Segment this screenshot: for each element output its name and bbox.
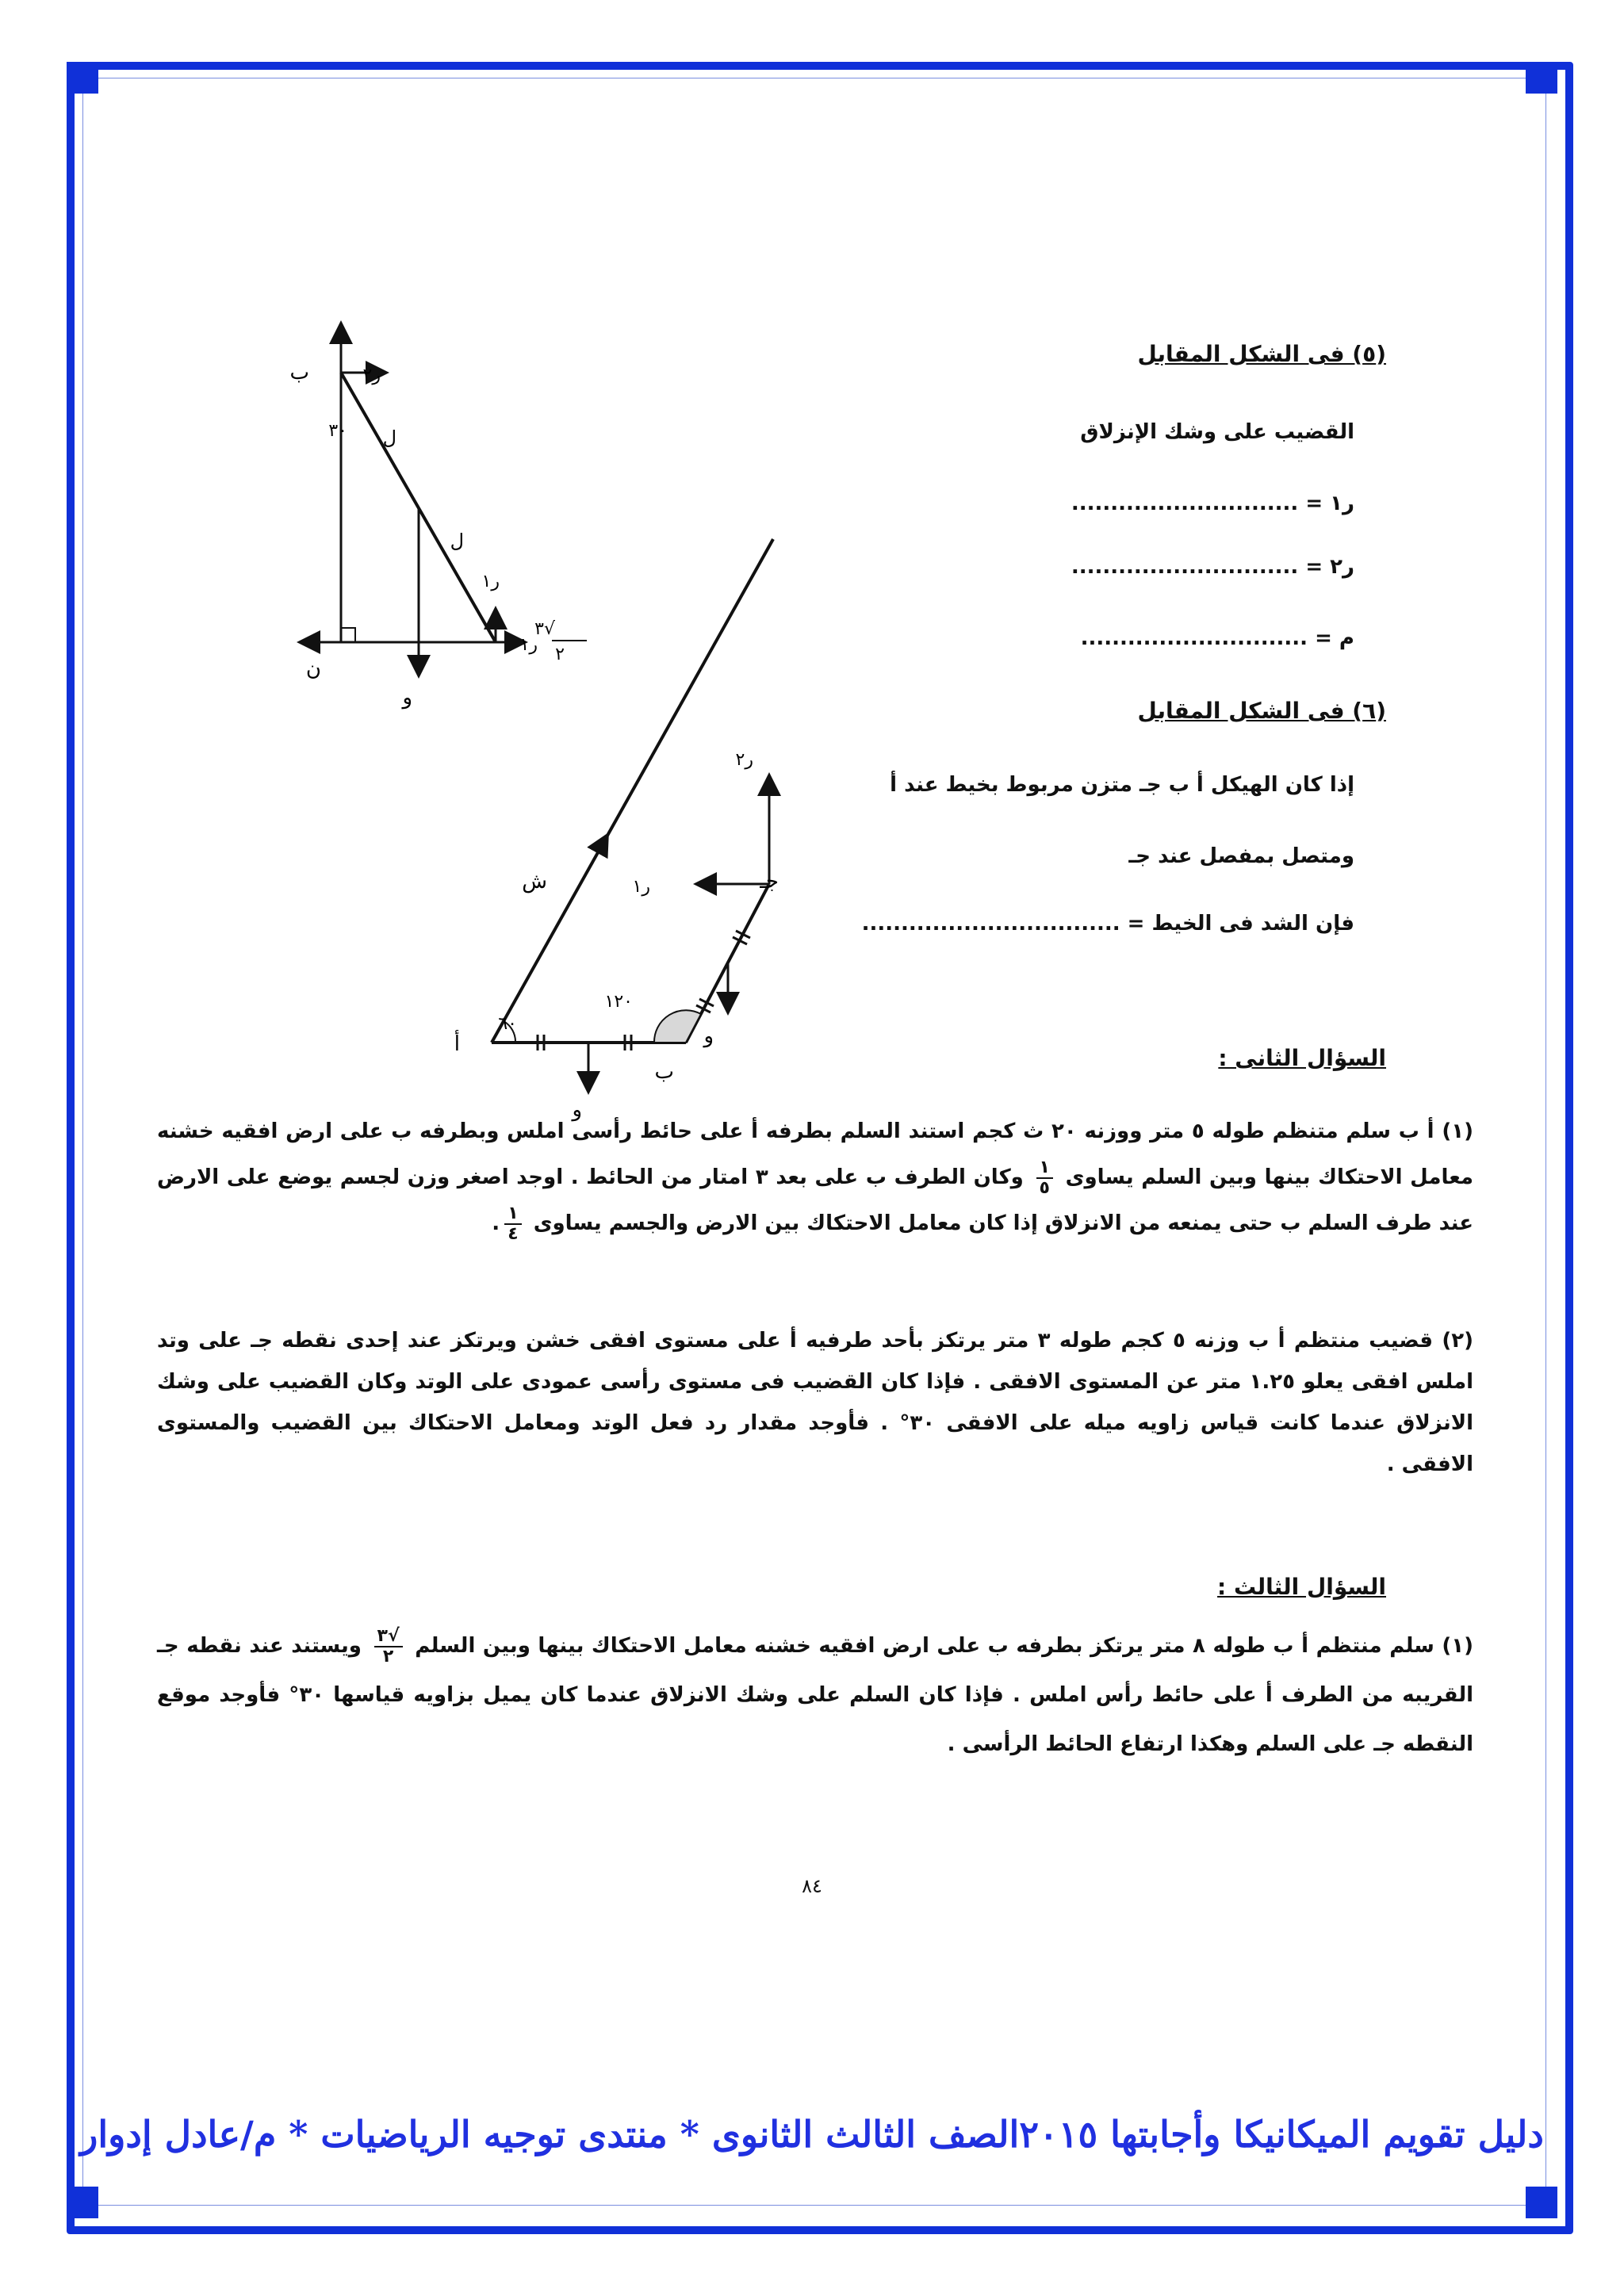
q5-heading: (٥) فى الشكل المقابل [1137,341,1386,367]
fig1-label-r2: ر٢ [362,365,381,385]
q2-problem-1 [157,1108,1473,1246]
q5-r1-dots: ............................. [1071,492,1299,515]
fig2-tension-arrow [587,836,607,872]
q2-p1-text-c: . [492,1211,500,1235]
q6-line2: ومتصل بمفصل عند جـ [1128,844,1354,868]
q2-p1-fraction [1036,1158,1053,1198]
fig1-label-n: ن [305,657,321,681]
fig2-angle-b [654,1010,701,1043]
fig1-label-angle: ٣٠ [328,421,347,441]
fig1-label-sqrt3: √٣ [534,619,555,639]
q6-heading: (٦) فى الشكل المقابل [1137,698,1386,724]
q2-p1-text-a: (١) أ ب سلم متنظم طوله ٥ متر ووزنه ٢٠ ث كجم استند السلم بطرفه أ على حائط رأسى املس وبطرفه ب على ارض افقيه خشنه معامل الاحتكاك بينها وبين السلم يساوى [157,1119,1473,1189]
fig2-label-a: أ [454,1032,460,1056]
q2-p1-frac2-num: ١ [504,1204,521,1225]
q5-mu [1081,626,1354,650]
fig2-label-w-side: و [703,1024,714,1048]
q5-line1: القضيب على وشك الإنزلاق [1080,420,1354,444]
fig2-label-r1: ر١ [632,877,650,897]
q2-p1-frac2-den: ٤ [508,1223,519,1244]
page-number: ٨٤ [802,1875,822,1897]
frame-corner-tr [1526,62,1557,94]
q5-r1-label: ر١ = [1298,492,1354,515]
q2-p1-text-b: وكان الطرف ب على بعد ٣ امتار من الحائط . اوجد اصغر وزن لجسم يوضع على الارض عند طرف السلم ب حتى يمنعه من الانزلاق إذا كان معامل الاحتكاك بين الارض والجسم يساوى [157,1165,1473,1235]
fig1-label-b: ب [289,361,309,385]
fig2-label-w-bottom: و [572,1098,582,1122]
fig2-label-angle120: ١٢٠ [604,992,633,1012]
fig2-label-b: ب [654,1060,674,1084]
q3-p1-frac-num: √٣ [374,1627,403,1647]
q5-mu-dots: ............................. [1080,626,1308,650]
fig1-label-w: و [402,686,412,710]
q6-line3-label: فإن الشد فى الخيط = [1120,912,1354,936]
q5-r2-label: ر٢ = [1298,555,1354,579]
figure-2 [444,523,825,1126]
footer-title: دليل تقويم الميكانيكا وأجابتها ٢٠١٥الصف الثالث الثانوى * منتدى توجيه الرياضيات * م/عادل إدوار [80,2113,1544,2156]
q3-heading: السؤال الثالث : [1217,1574,1386,1600]
q2-p1-frac-num: ١ [1036,1158,1053,1179]
fig2-label-j: جـ [760,870,779,894]
q3-p1-text-b: ويستند عند نقطه جـ القريبه من الطرف أ على حائط رأس املس . فإذا كان السلم على وشك الانزلاق عندما كان يميل بزاويه قياسها ٣٠° فأوجد موقع النقطه جـ على السلم وهكذا ارتفاع الحائط الرأسى . [157,1634,1473,1756]
frame-corner-bl [67,2187,98,2218]
fig1-right-angle [341,628,355,642]
frame-corner-tl [67,62,98,94]
fig1-label-r1: ر١ [481,572,500,591]
fig2-label-r2: ر٢ [735,750,753,770]
q5-r1 [1071,492,1354,515]
fig1-label-l-bottom: ل [450,530,464,552]
fig2-label-angle60: ٦٠ [498,1014,517,1034]
q3-p1-fraction [374,1627,403,1667]
fig1-label-l-top: ل [382,427,396,449]
q6-line1: إذا كان الهيكل أ ب جـ متزن مربوط بخيط عند أ [890,773,1354,797]
q2-heading: السؤال الثانى : [1218,1045,1386,1071]
q2-p1-frac-den: ٥ [1039,1177,1050,1198]
q5-mu-label: م = [1308,626,1354,650]
q5-r2-dots: ............................. [1071,555,1299,579]
fig2-string [492,539,773,1043]
fig1-label-mu-r1: ر١ [519,635,538,655]
q2-p1-fraction-2 [504,1204,521,1244]
q2-problem-2: (٢) قضيب منتظم أ ب وزنه ٥ كجم طوله ٣ متر يرتكز بأحد طرفيه أ على مستوى افقى خشن ويرتكز عند إحدى نقطه جـ على وتد املس افقى يعلو ١.٢٥ متر عن المستوى الافقى . فإذا كان القضيب فى مستوى رأسى عمودى على الوتد وكان القضيب على وشك الانزلاق عندما كانت قياس زاويه ميله على الافقى ٣٠° . فأوجد مقدار رد فعل الوتد ومعامل الاحتكاك بين القضيب والمستوى الافقى . [157,1329,1473,1476]
q6-line3 [862,912,1354,936]
q5-r2 [1071,555,1354,579]
fig2-label-sh: ش [522,870,547,894]
fig1-label-two: ٢ [555,645,565,664]
q3-problem-1 [157,1621,1473,1769]
q3-p1-text-a: (١) سلم منتظم أ ب طوله ٨ متر يرتكز بطرفه ب على ارض افقيه خشنه معامل الاحتكاك بينها وبين السلم [415,1634,1473,1658]
q6-line3-dots: ................................. [861,912,1120,936]
q3-p1-frac-den: ٢ [382,1646,394,1667]
frame-corner-br [1526,2187,1557,2218]
